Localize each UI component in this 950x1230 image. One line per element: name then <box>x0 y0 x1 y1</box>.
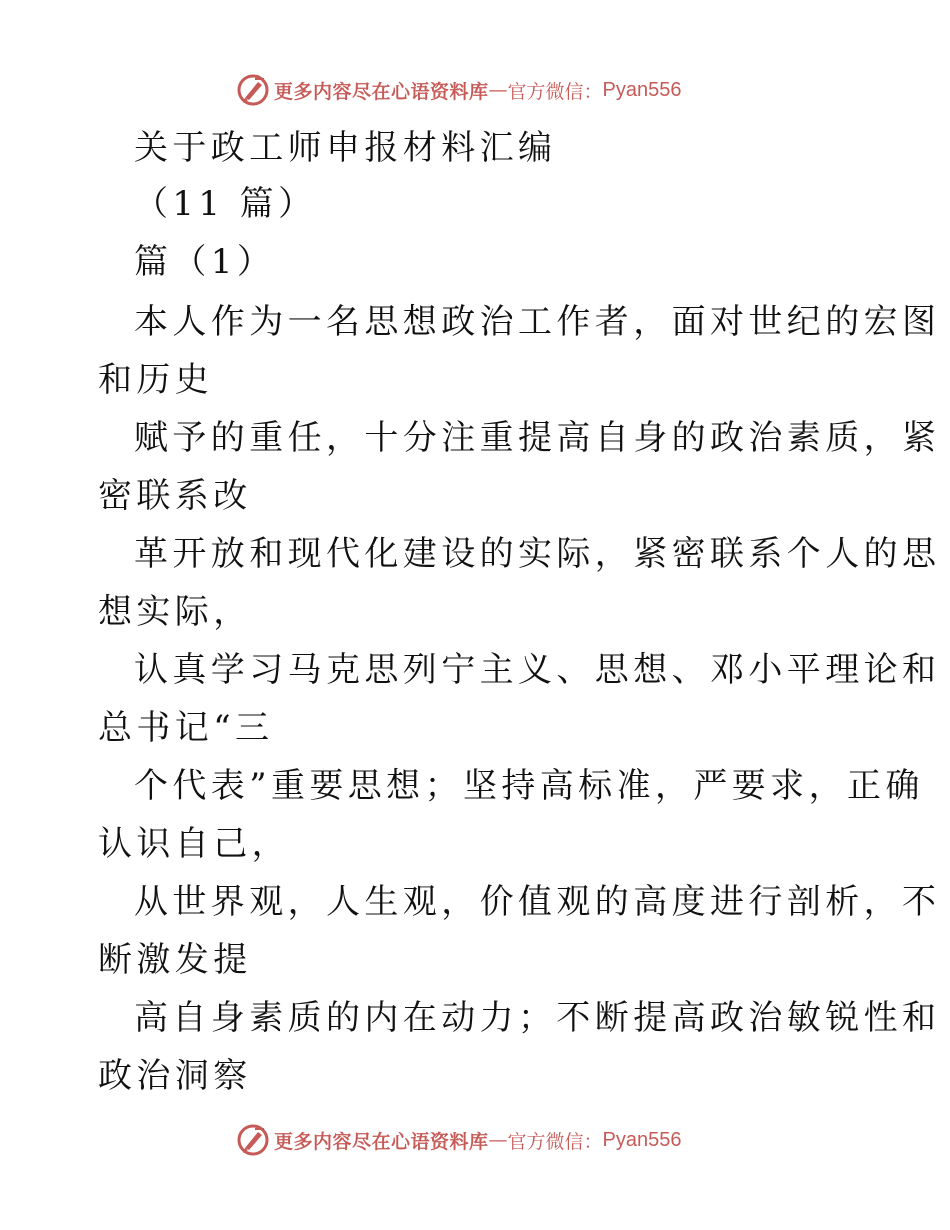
paragraph-line: 和历史 <box>98 360 214 400</box>
footer-banner <box>236 1122 682 1158</box>
wechat-id: Pyan556 <box>602 78 682 101</box>
paragraph-line: 从世界观，人生观，价值观的高度进行剖析，不 <box>134 882 941 922</box>
paragraph-line: 断激发提 <box>98 940 252 980</box>
paragraph-line: 政治洞察 <box>98 1056 252 1096</box>
brand-text: 更多内容尽在心语资料库 <box>274 80 489 103</box>
document-subtitle: （11 篇） <box>134 184 317 224</box>
paragraph-line: 赋予的重任，十分注重提高自身的政治素质，紧 <box>134 418 941 458</box>
header-banner <box>236 72 682 108</box>
brand-text: 更多内容尽在心语资料库 <box>274 1130 489 1153</box>
banner-dash: — <box>488 79 508 101</box>
paragraph-line: 革开放和现代化建设的实际，紧密联系个人的思 <box>134 534 941 574</box>
paragraph-line: 本人作为一名思想政治工作者，面对世纪的宏图 <box>134 302 941 342</box>
quill-pen-circle-icon <box>236 73 270 107</box>
paragraph-line: 认识自己， <box>98 824 290 864</box>
section-heading: 篇（1） <box>134 242 276 282</box>
paragraph-line: 密联系改 <box>98 476 252 516</box>
document-title: 关于政工师申报材料汇编 <box>134 128 557 168</box>
paragraph-line: 高自身素质的内在动力；不断提高政治敏锐性和 <box>134 998 941 1038</box>
banner-dash: — <box>488 1129 508 1151</box>
wechat-label: 官方微信： <box>507 80 603 103</box>
paragraph-line: 个代表”重要思想；坚持高标准，严要求，正确 <box>134 766 924 806</box>
paragraph-line: 认真学习马克思列宁主义、思想、邓小平理论和 <box>134 650 941 690</box>
paragraph-line: 总书记“三 <box>98 708 274 748</box>
paragraph-line: 想实际， <box>98 592 252 632</box>
wechat-id: Pyan556 <box>602 1128 682 1151</box>
wechat-label: 官方微信： <box>507 1130 603 1153</box>
quill-pen-circle-icon <box>236 1123 270 1157</box>
